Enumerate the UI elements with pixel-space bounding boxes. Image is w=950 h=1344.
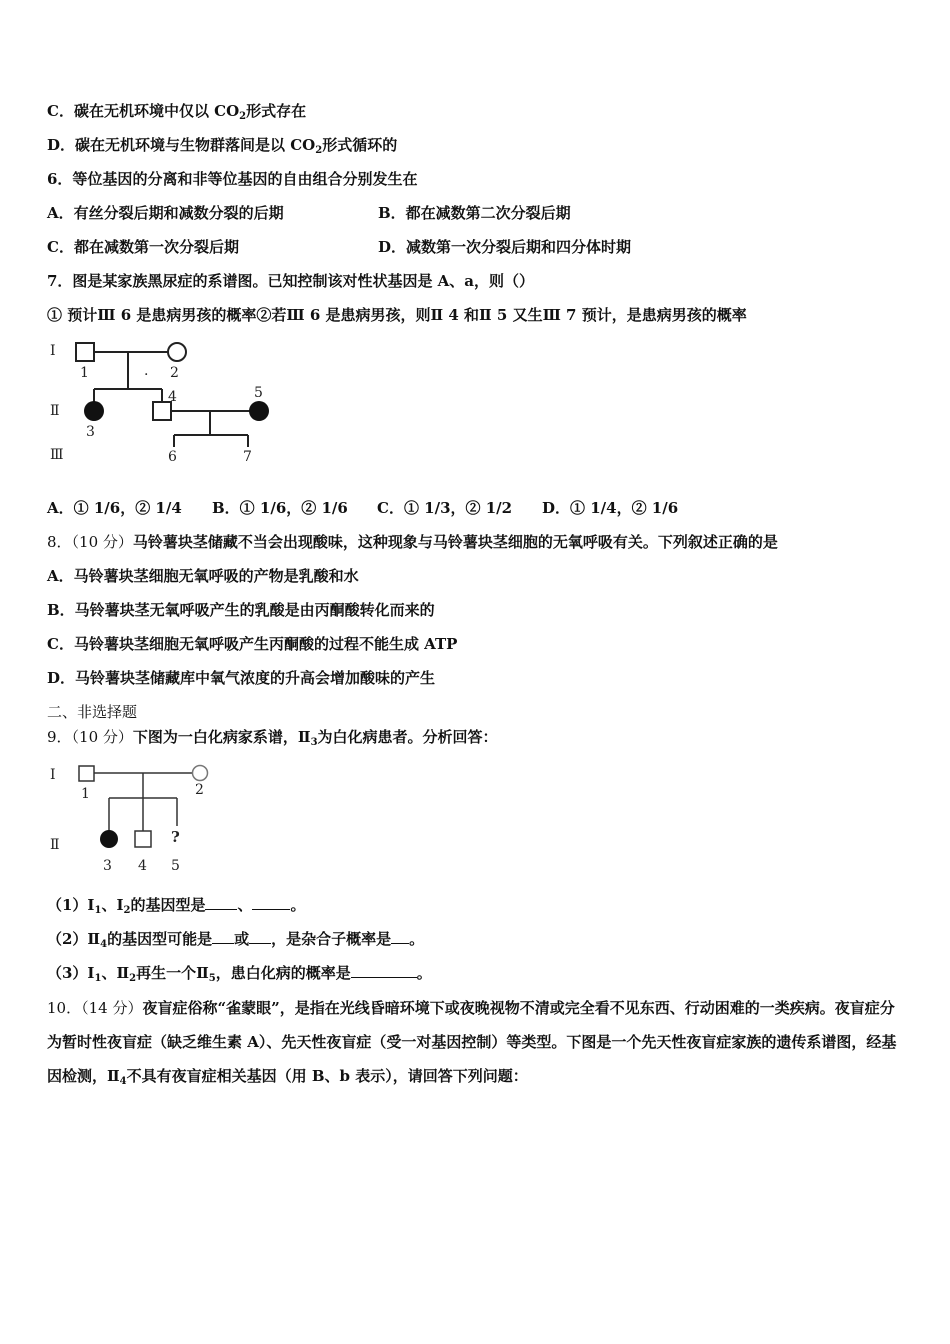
q9-p3-c: 再生一个Ⅱ — [136, 964, 209, 982]
q8-number: 8．（10 分） — [47, 533, 133, 551]
q10-paragraph — [47, 991, 905, 1099]
q9-label-2: 2 — [195, 782, 204, 798]
q6-options-row1 — [47, 203, 571, 223]
q9-p1-s1: 1 — [94, 905, 102, 916]
q9-p2-a: （2）Ⅱ — [47, 930, 101, 948]
pedigree-i2-female — [168, 343, 186, 361]
q9-p3-e: 。 — [416, 964, 432, 982]
q8-option-a: A．马铃薯块茎细胞无氧呼吸的产物是乳酸和水 — [47, 567, 359, 585]
q7-label-7: 7 — [243, 449, 252, 465]
q10-number: 10．（14 分） — [47, 999, 143, 1017]
q9-p3-s3: 5 — [208, 973, 216, 984]
q6-option-b: B．都在减数第二次分裂后期 — [378, 204, 571, 222]
q9-p2-blank-1[interactable] — [212, 929, 234, 944]
q9-p3-blank[interactable] — [351, 963, 417, 978]
q9-p2-s: 4 — [100, 939, 108, 950]
q8-stem — [47, 532, 778, 552]
pedigree-q9-ii4-male — [135, 831, 151, 847]
q9-p1-blank-2[interactable] — [252, 895, 290, 910]
q5-option-d-text: D．碳在无机环境与生物群落间是以 CO — [47, 136, 316, 154]
q7-label-1: 1 — [80, 365, 89, 381]
q9-p1-c: 的基因型是 — [130, 896, 206, 914]
q10-text-b: 不具有夜盲症相关基因（用 B、b 表示），请回答下列问题： — [126, 1067, 528, 1085]
q9-label-4: 4 — [138, 858, 147, 874]
q5-option-d-sub: 2 — [315, 145, 323, 156]
q9-p3-b: 、Ⅱ — [101, 964, 130, 982]
q9-p3-a: （3）Ⅰ — [47, 964, 95, 982]
q5-option-c-text: C．碳在无机环境中仅以 CO — [47, 102, 240, 120]
q9-p2-b: 的基因型可能是 — [107, 930, 213, 948]
q9-p1-d: 、 — [237, 896, 253, 914]
q6-option-a: A．有丝分裂后期和减数分裂的后期 — [47, 204, 284, 222]
q6-option-d: D．减数第一次分裂后期和四分体时期 — [378, 238, 632, 256]
q7-pedigree-chart — [40, 335, 300, 470]
pedigree-ii3-affected-female — [84, 401, 104, 421]
q9-stem-sub: 3 — [310, 737, 318, 748]
q9-p1-e: 。 — [290, 896, 306, 914]
q9-gen-i-label: Ⅰ — [50, 767, 56, 783]
q5-option-d-tail: 形式循环的 — [322, 136, 398, 154]
q9-p1-blank-1[interactable] — [205, 895, 237, 910]
q9-label-1: 1 — [81, 786, 90, 802]
q5-option-c-sub: 2 — [239, 111, 247, 122]
q7-option-b: B．① 1/6，② 1/6 — [212, 499, 348, 517]
q7-gen-i-label: Ⅰ — [50, 343, 56, 359]
pedigree-ii5-affected-female — [249, 401, 269, 421]
q7-options — [47, 498, 679, 518]
q9-label-5: 5 — [171, 858, 180, 874]
q9-p2-e: 。 — [409, 930, 425, 948]
q8-stem-text: 马铃薯块茎储藏不当会出现酸味，这种现象与马铃薯块茎细胞的无氧呼吸有关。下列叙述正确的是 — [132, 533, 778, 551]
q9-p3-s1: 1 — [94, 973, 102, 984]
q9-part2 — [47, 929, 424, 955]
q7-label-6: 6 — [168, 449, 177, 465]
q9-p1-s2: 2 — [123, 905, 131, 916]
pedigree-i1-male — [76, 343, 94, 361]
q9-part1 — [47, 895, 305, 921]
q5-option-d — [47, 135, 397, 161]
q10-text-a: 夜盲症俗称“雀蒙眼”，是指在光线昏暗环境下或夜晚视物不清或完全看不见东西、行动困难的一类疾病。夜盲症分为暂时性夜盲症（缺乏维生素 A）、先天性夜盲症（受一对基因控制）等类型。下图是一个先天性夜盲症家族的遗传系谱图，经基因检测，Ⅱ — [47, 999, 897, 1085]
q7-option-c: C．① 1/3，② 1/2 — [377, 499, 513, 517]
q6-options-row2 — [47, 237, 632, 257]
q7-label-4: 4 — [168, 389, 177, 405]
q9-label-3: 3 — [103, 858, 112, 874]
q8-option-b: B．马铃薯块茎无氧呼吸产生的乳酸是由丙酮酸转化而来的 — [47, 601, 435, 619]
pedigree-q9-i2-female — [193, 766, 208, 781]
q9-p2-blank-3[interactable] — [391, 929, 409, 944]
q10-text-sub: 4 — [119, 1076, 127, 1087]
q9-gen-ii-label: Ⅱ — [50, 837, 60, 853]
q9-p2-blank-2[interactable] — [249, 929, 271, 944]
q7-dot: . — [144, 363, 149, 379]
q9-p2-c: 或 — [234, 930, 250, 948]
q6-option-c: C．都在减数第一次分裂后期 — [47, 238, 239, 256]
section-2-heading: 二、非选择题 — [47, 703, 138, 721]
q7-option-d: D．① 1/4，② 1/6 — [542, 499, 679, 517]
q7-stem: 7．图是某家族黑尿症的系谱图。已知控制该对性状基因是 A、a，则（） — [47, 272, 535, 290]
q9-number: 9．（10 分） — [47, 728, 133, 746]
q5-option-c-tail: 形式存在 — [246, 102, 307, 120]
q9-p1-b: 、Ⅰ — [101, 896, 124, 914]
q6-stem: 6．等位基因的分离和非等位基因的自由组合分别发生在 — [47, 170, 418, 188]
q9-part3 — [47, 963, 432, 989]
q9-p3-s2: 2 — [129, 973, 137, 984]
q9-stem-a: 下图为一白化病家系谱，Ⅱ — [132, 728, 311, 746]
q5-option-c — [47, 101, 306, 127]
q7-option-a: A．① 1/6，② 1/4 — [47, 499, 182, 517]
q8-option-c: C．马铃薯块茎细胞无氧呼吸产生丙酮酸的过程不能生成 ATP — [47, 635, 458, 653]
q9-pedigree-chart — [40, 758, 230, 878]
q9-stem-b: 为白化病患者。分析回答： — [317, 728, 498, 746]
q9-p1-a: （1）Ⅰ — [47, 896, 95, 914]
q9-p3-d: ，患白化病的概率是 — [215, 964, 351, 982]
q7-gen-iii-label: Ⅲ — [50, 447, 64, 463]
q7-label-2: 2 — [170, 365, 179, 381]
q9-stem — [47, 727, 498, 753]
pedigree-q9-ii3-affected-female — [100, 830, 118, 848]
q7-substem: ① 预计Ⅲ 6 是患病男孩的概率②若Ⅲ 6 是患病男孩，则Ⅱ 4 和Ⅱ 5 又生Ⅲ 7 预计，是患病男孩的概率 — [47, 306, 747, 324]
pedigree-q9-i1-male — [79, 766, 94, 781]
q8-option-d: D．马铃薯块茎储藏库中氧气浓度的升高会增加酸味的产生 — [47, 669, 436, 687]
q7-label-5: 5 — [254, 385, 263, 401]
q7-label-3: 3 — [86, 424, 95, 440]
q7-gen-ii-label: Ⅱ — [50, 403, 60, 419]
q9-p2-d: ，是杂合子概率是 — [271, 930, 392, 948]
q9-unknown-mark: ? — [171, 828, 180, 846]
